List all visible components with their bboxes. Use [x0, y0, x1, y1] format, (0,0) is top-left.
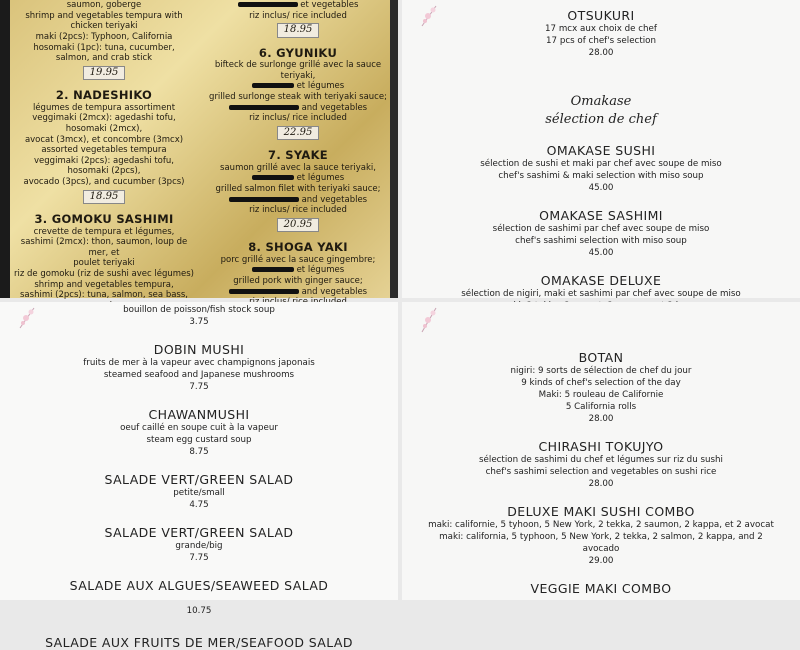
item-price: 28.00 [588, 414, 614, 424]
item-title: 2. NADESHIKO [55, 88, 153, 103]
photo-edge [0, 0, 10, 298]
item-title: CHIRASHI TOKUJYO [538, 439, 664, 454]
section-heading-line: Omakase [570, 94, 632, 109]
menu-line: bouillon de poisson/fish stock soup [123, 305, 275, 315]
menu-line: grande/big [175, 541, 223, 551]
item-title: SALADE AUX ALGUES/SEAWEED SALAD [69, 578, 329, 593]
menu-line: et vegetables [300, 0, 359, 10]
menu-line: 17 mcx aux choix de chef [545, 24, 657, 34]
menu-line: sélection de sushi et maki par chef avec soupe de miso [480, 159, 722, 169]
menu-line: avocado (3pcs), and cucumber (3pcs) [23, 177, 185, 187]
item-price: 28.00 [588, 48, 614, 58]
item-title: VEGGIE MAKI COMBO [530, 581, 672, 596]
photo-edge [390, 0, 398, 298]
menu-item-seaweed-salad [20, 578, 378, 617]
item-title: 8. SHOGA YAKI [248, 240, 348, 255]
item-title: OMAKASE SUSHI [546, 143, 656, 158]
menu-line: grilled pork with ginger sauce; [233, 276, 363, 286]
omakase-menu-panel [402, 0, 800, 298]
menu-line: riz inclus/ rice included [249, 113, 347, 124]
menu-line: légumes de tempura assortiment [32, 102, 176, 113]
menu-item-gyuniku [208, 46, 388, 143]
menu-item-seafood-salad [20, 635, 378, 650]
menu-line: 17 pcs of chef's selection [546, 36, 656, 46]
item-title: SALADE AUX FRUITS DE MER/SEAFOOD SALAD [45, 635, 353, 650]
menu-line: grilled surlonge steak with teriyaki sauce; [209, 92, 387, 102]
item-price: 45.00 [588, 248, 614, 258]
price-tag: 18.95 [83, 190, 126, 205]
menu-line: oeuf caillé en soupe cuit à la vapeur [120, 423, 278, 433]
top-right-text [208, 0, 388, 40]
menu-line: et légumes [296, 81, 345, 92]
item-title: OMAKASE SASHIMI [539, 208, 663, 223]
menu-item-fish-stock-soup [20, 304, 378, 328]
menu-line: avocado [582, 544, 620, 554]
section-heading-line: sélection de chef [545, 112, 657, 127]
menu-line: chef's sashimi & maki selection with miso soup [498, 171, 704, 181]
menu-item-syake [208, 148, 388, 234]
item-price: 28.00 [588, 479, 614, 489]
menu-line: 5 California rolls [565, 402, 637, 412]
item-title: DOBIN MUSHI [153, 342, 245, 357]
redaction-mark [252, 175, 294, 180]
item-price: 45.00 [588, 183, 614, 193]
price-tag: 20.95 [277, 218, 320, 233]
item-title: SALADE VERT/GREEN SALAD [104, 525, 294, 540]
menu-line: chef's sashimi selection and vegetables on sushi rice [485, 467, 717, 477]
item-title: OMAKASE DELUXE [540, 273, 662, 288]
menu-line: shrimp and vegetables tempura, [34, 279, 174, 290]
menu-line: and vegetables [301, 286, 368, 297]
redaction-mark [229, 289, 299, 294]
menu-line: hosomaki (1pc): tuna, cucumber, [33, 42, 175, 53]
menu-line: riz inclus/ rice included [249, 10, 347, 21]
menu-line: steamed seafood and Japanese mushrooms [103, 370, 295, 380]
redaction-mark [252, 83, 294, 88]
menu-line: sashimi (2pcs): tuna, salmon, sea bass, [20, 290, 188, 301]
menu-line: crevette de tempura et légumes, [33, 226, 175, 237]
menu-line: assorted vegetables tempura [41, 145, 167, 156]
section-heading [422, 93, 780, 129]
menu-line: chef's sashimi selection with miso soup [515, 236, 687, 246]
item-price: 3.75 [189, 317, 209, 327]
menu-line: veggimaki (2mcx): agedashi tofu, [32, 113, 176, 124]
menu-line: hosomaki (2pcs), [67, 166, 141, 177]
item-price: 4.75 [189, 500, 209, 510]
menu-item-deluxe-maki-sushi-combo [422, 504, 780, 567]
menu-line: and vegetables [301, 102, 368, 113]
menu-line: grilled salmon filet with teriyaki sauce; [215, 184, 381, 194]
price-tag: 22.95 [277, 126, 320, 141]
menu-line: poulet teriyaki [73, 258, 135, 269]
menu-line: bifteck de surlonge grillé avec la sauce teriyaki, [214, 60, 382, 81]
menu-body [422, 336, 780, 596]
redaction-mark [252, 267, 294, 272]
menu-item-omakase-sashimi [422, 208, 780, 259]
blank-line [20, 593, 378, 605]
menu-line: maki: california, 5 typhoon, 5 New York, 2 tekka, 2 salmon, 2 kappa, and 2 [439, 532, 763, 542]
item-title: 6. GYUNIKU [258, 45, 338, 60]
menu-line: chicken teriyaki [70, 21, 138, 32]
menu-line: salmon, and crab stick [55, 53, 153, 64]
menu-line: et légumes [296, 265, 345, 276]
menu-item-botan [422, 350, 780, 425]
combo-menu-panel [402, 302, 800, 600]
menu-item-chawanmushi [20, 407, 378, 458]
menu-line: sélection de sashimi du chef et légumes sur riz du sushi [479, 455, 723, 465]
menu-line: maki (2pcs): Typhoon, California [35, 31, 173, 42]
menu-line: sashimi (2mcx): thon, saumon, loup de mer, et [20, 237, 188, 258]
item-title: 3. GOMOKU SASHIMI [34, 212, 174, 227]
menu-line: maki: californie, 5 tyhoon, 5 New York, 2 tekka, 2 saumon, 2 kappa, et 2 avocat [428, 520, 774, 530]
menu-line: steam egg custard soup [146, 435, 252, 445]
menu-line: riz inclus/ rice included [249, 205, 347, 216]
price-tag: 19.95 [83, 66, 126, 81]
menu-item-omakase-sushi [422, 143, 780, 194]
menu-line: petite/small [173, 488, 225, 498]
menu-item-veggie-maki-combo [422, 581, 780, 596]
menu-line: saumon, goberge [66, 0, 142, 10]
cherry-blossom-icon [418, 304, 444, 334]
menu-line: shrimp and vegetables tempura with [25, 10, 183, 21]
item-title: 7. SYAKE [268, 148, 328, 163]
menu-line: saumon grillé avec la sauce teriyaki, [220, 162, 376, 173]
menu-line: 9 kinds of chef's selection of the day [521, 378, 681, 388]
item-price: 10.75 [186, 606, 212, 616]
menu-line: sélection de nigiri, maki et sashimi par chef avec soupe de miso [461, 289, 741, 299]
redaction-mark [229, 105, 299, 110]
item-price: 7.75 [189, 382, 209, 392]
menu-body [20, 304, 378, 650]
menu-line: Maki: 5 rouleau de Californie [538, 390, 664, 400]
menu-line: porc grillé avec la sauce gingembre; [220, 254, 376, 265]
menu-item-otsukuri [422, 8, 780, 59]
price-tag: 18.95 [277, 23, 320, 38]
menu-item-chirashi-tokujyo [422, 439, 780, 490]
menu-line: fruits de mer à la vapeur avec champignons japonais [83, 358, 315, 368]
gold-right-column [208, 0, 388, 326]
item-price: 29.00 [588, 556, 614, 566]
menu-line: avocat (3mcx), et concombre (3mcx) [24, 134, 184, 145]
menu-line: veggimaki (2pcs): agedashi tofu, [34, 155, 174, 166]
top-left-text [14, 0, 194, 82]
item-title: SALADE VERT/GREEN SALAD [104, 472, 294, 487]
menu-body [422, 0, 780, 336]
menu-item-green-salad-big [20, 525, 378, 564]
side-dish-menu-panel [0, 302, 398, 650]
menu-item-nadeshiko [14, 88, 194, 206]
item-price: 8.75 [189, 447, 209, 457]
item-title: BOTAN [578, 350, 624, 365]
menu-line: nigiri: 9 sorts de sélection de chef du jour [510, 366, 692, 376]
menu-line: and vegetables [301, 194, 368, 205]
redaction-mark [229, 197, 299, 202]
menu-line: et légumes [296, 173, 345, 184]
redaction-mark [238, 2, 298, 7]
menu-item-green-salad-small [20, 472, 378, 511]
item-price: 7.75 [189, 553, 209, 563]
menu-line: hosomaki (2mcx), [65, 123, 143, 134]
menu-line: riz de gomoku (riz de sushi avec légumes) [14, 269, 195, 279]
menu-item-dobin-mushi [20, 342, 378, 393]
item-title: CHAWANMUSHI [148, 407, 250, 422]
item-title: OTSUKURI [567, 8, 635, 23]
item-title: DELUXE MAKI SUSHI COMBO [507, 504, 695, 519]
menu-line: sélection de sashimi par chef avec soupe de miso [492, 224, 710, 234]
gold-menu-panel [0, 0, 398, 301]
